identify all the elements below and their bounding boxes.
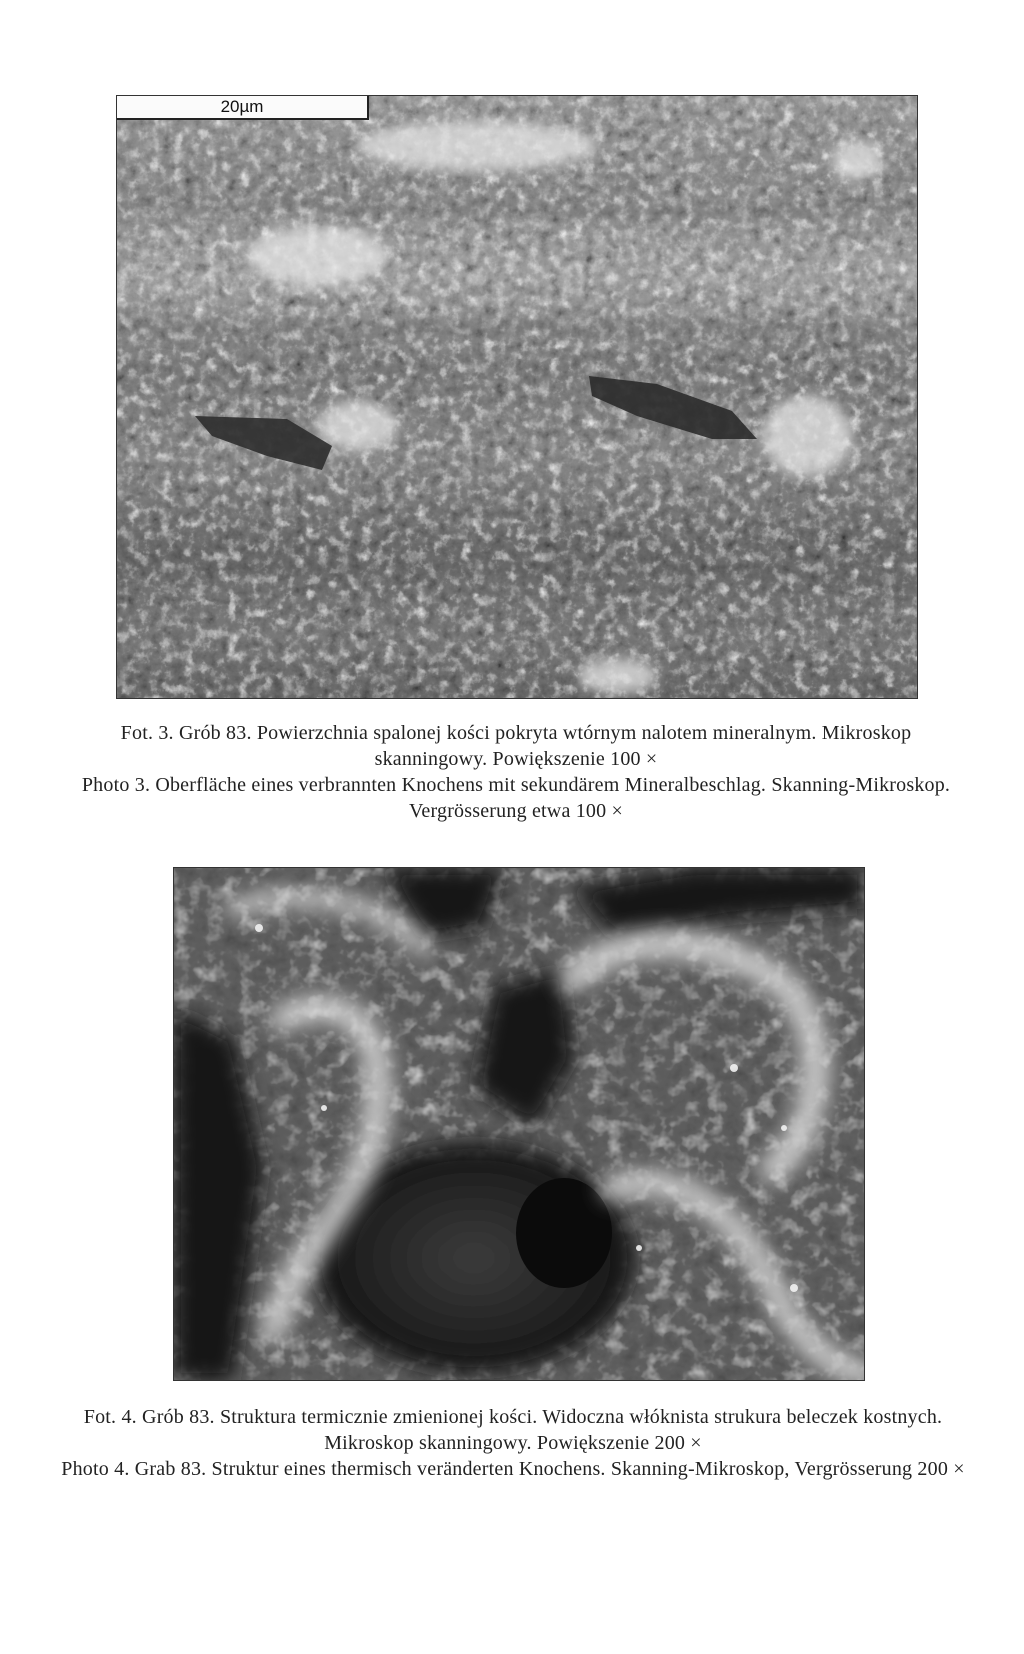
scale-bar-label: 20µm xyxy=(117,96,369,120)
caption-photo-4-polish: Fot. 4. Grób 83. Struktura termicznie zmienionej kości. Widoczna włóknista strukura beleczek kostnych. Mikroskop skanningowy. Powiększenie 200 × xyxy=(83,1406,943,1454)
caption-photo-4 xyxy=(58,1404,968,1482)
sem-photo-3-image xyxy=(117,96,917,698)
sem-photo-4 xyxy=(173,867,865,1381)
caption-photo-3 xyxy=(66,720,966,824)
caption-photo-3-german: Photo 3. Oberfläche eines verbrannten Knochens mit sekundärem Mineralbeschlag. Skanning-Mikroskop. Vergrösserung etwa 100 × xyxy=(81,774,951,822)
caption-photo-3-polish: Fot. 3. Grób 83. Powierzchnia spalonej kości pokryta wtórnym nalotem mineralnym. Mikroskop skanningowy. Powiększenie 100 × xyxy=(120,722,912,770)
sem-photo-4-image xyxy=(174,868,864,1380)
caption-photo-4-german: Photo 4. Grab 83. Struktur eines thermisch veränderten Knochens. Skanning-Mikroskop, Vergrösserung 200 × xyxy=(61,1458,965,1480)
sem-photo-3 xyxy=(116,95,918,699)
